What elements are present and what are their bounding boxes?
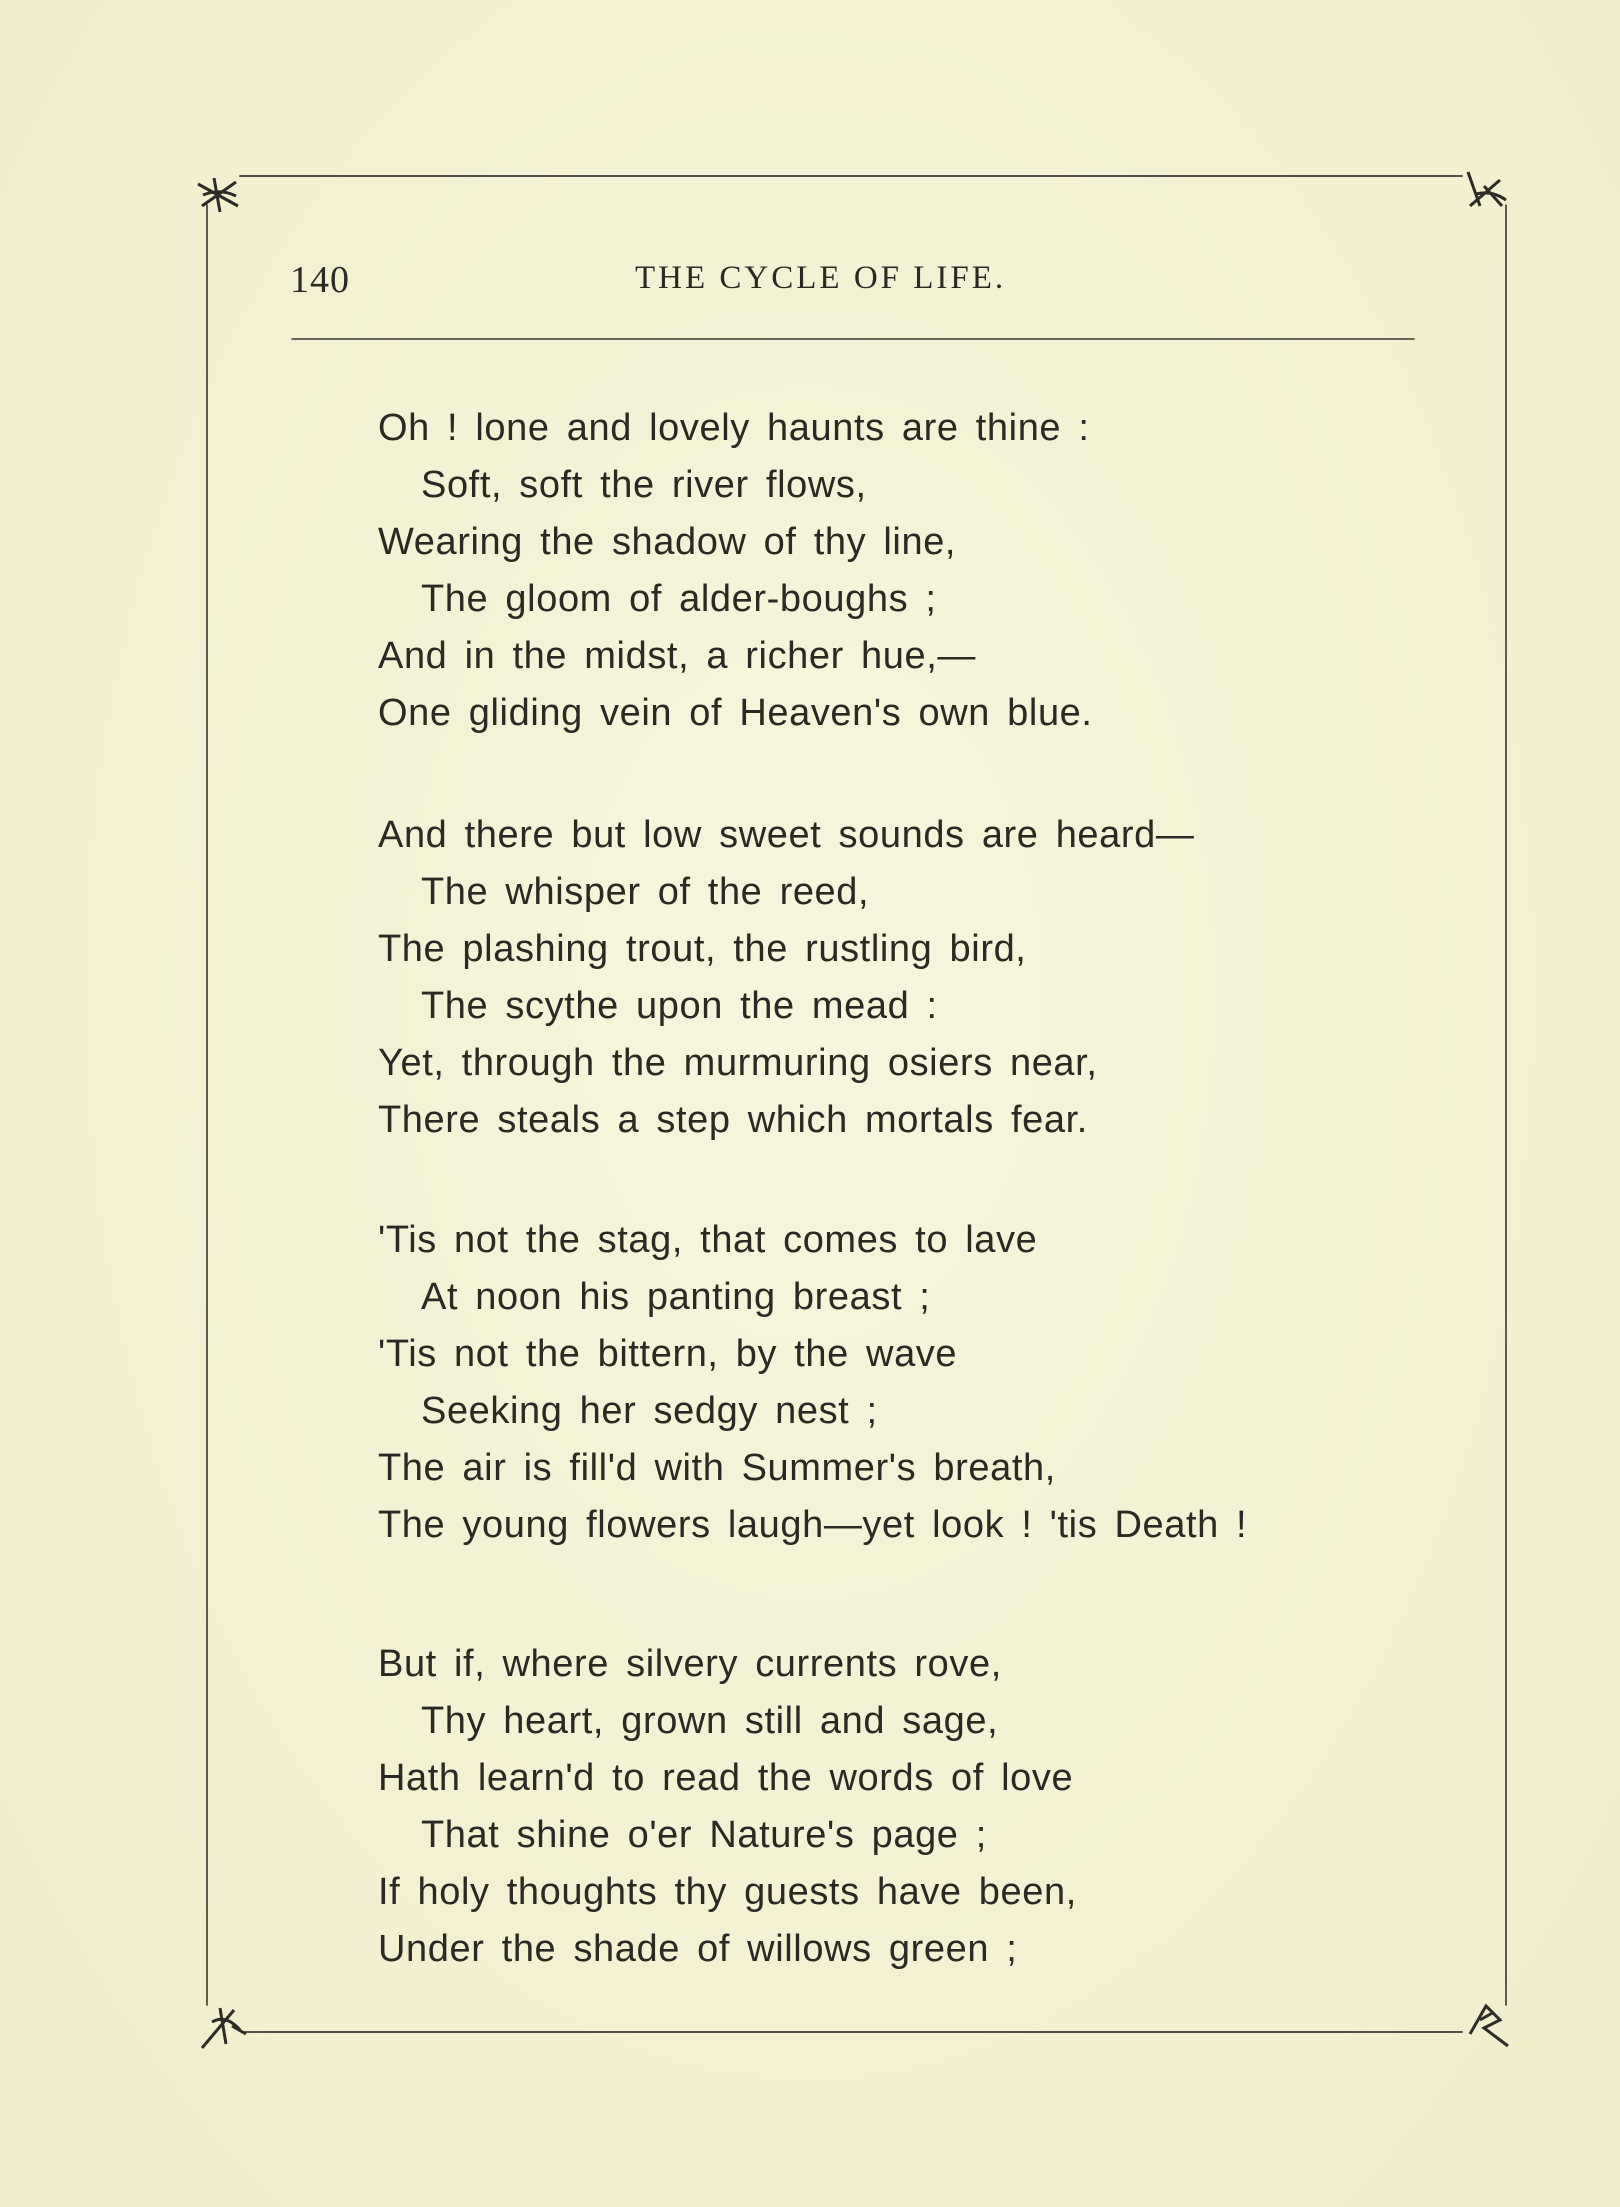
poem-line: The scythe upon the mead : [421,985,938,1027]
corner-ornament-top-left [198,178,238,212]
corner-ornament-bottom-right [1470,2006,1508,2046]
poem-line: If holy thoughts thy guests have been, [378,1871,1077,1913]
stanza-3 [378,1212,1247,1554]
poem-line: The young flowers laugh—yet look ! 'tis Death ! [378,1504,1248,1546]
page-header [290,258,1420,308]
poem-line: Wearing the shadow of thy line, [378,521,957,563]
poem-line: Soft, soft the river flows, [421,464,867,506]
stanza-4 [378,1636,1077,1978]
poem-line: 'Tis not the stag, that comes to lave [378,1219,1038,1261]
poem-line: Seeking her sedgy nest ; [421,1390,878,1432]
poem-line: But if, where silvery currents rove, [378,1643,1002,1685]
poem-line: The gloom of alder-boughs ; [421,578,937,620]
poem-line: Oh ! lone and lovely haunts are thine : [378,407,1090,449]
poem-line: The whisper of the reed, [421,871,870,913]
poem-line: Hath learn'd to read the words of love [378,1757,1074,1799]
page-number: 140 [290,259,350,301]
running-title: THE CYCLE OF LIFE. [635,260,1007,296]
poem-line: That shine o'er Nature's page ; [421,1814,987,1856]
poem-line: 'Tis not the bittern, by the wave [378,1333,958,1375]
poem-line: At noon his panting breast ; [421,1276,931,1318]
poem-line: And in the midst, a richer hue,— [378,635,977,677]
poem-line: The plashing trout, the rustling bird, [378,928,1027,970]
corner-ornament-bottom-left [202,2008,246,2048]
poem-line: Under the shade of willows green ; [378,1928,1018,1970]
poem-line: Yet, through the murmuring osiers near, [378,1042,1098,1084]
poem-line: The air is fill'd with Summer's breath, [378,1447,1056,1489]
poem-line: There steals a step which mortals fear. [378,1099,1088,1141]
poem-line: And there but low sweet sounds are heard— [378,814,1195,856]
stanza-2 [378,807,1195,1149]
poem-line: Thy heart, grown still and sage, [421,1700,999,1742]
corner-ornament-top-right [1468,172,1506,206]
stanza-1 [378,400,1093,742]
poem-line: One gliding vein of Heaven's own blue. [378,692,1093,734]
